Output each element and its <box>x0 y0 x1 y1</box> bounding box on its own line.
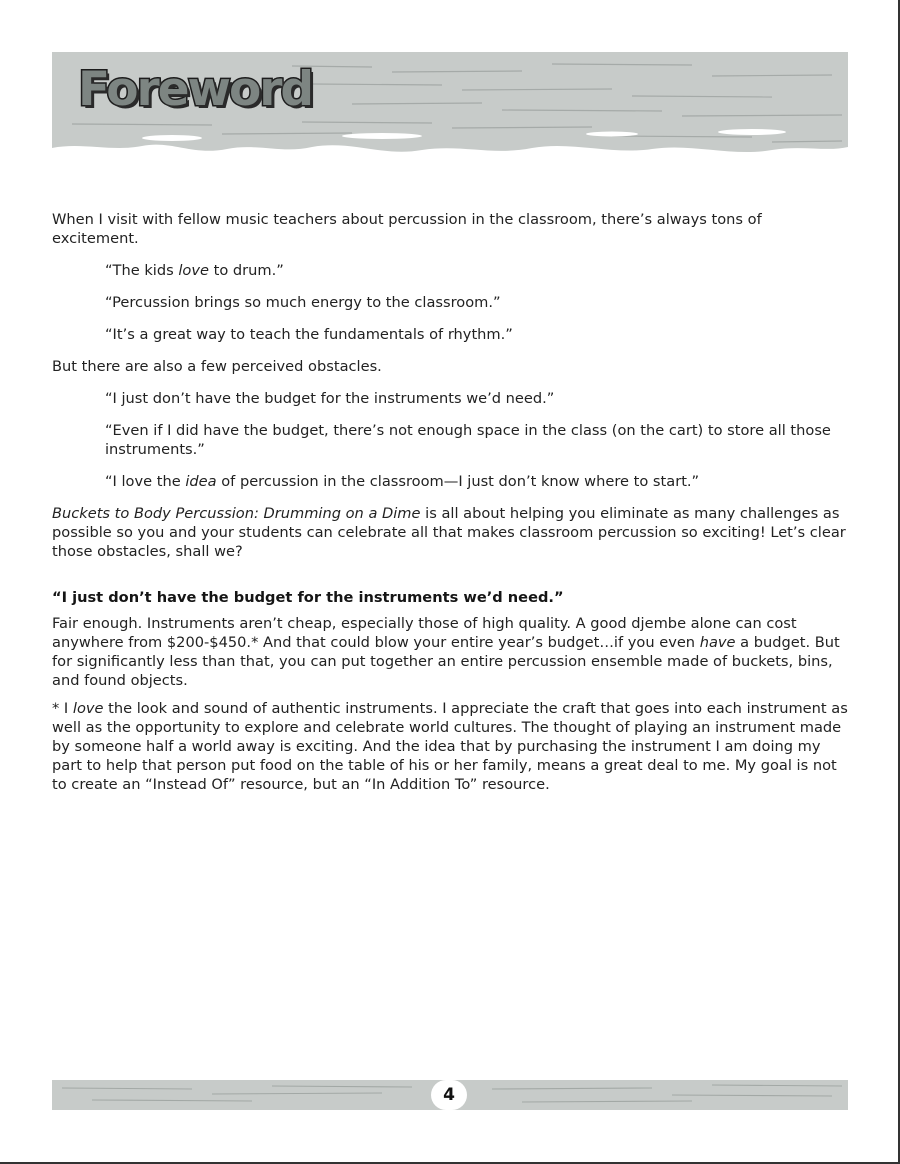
footnote: * I love the look and sound of authentic instruments. I appreciate the craft that goes into each instrument as well as the opportunity to explore and celebrate world cultures. The thought of playing an instrument made by someone half a world away is exciting. And the idea that by purchasing the instrument I am doing my part to help that person put food on the table of his or her family, means a great deal to me. My goal is not to create an “Instead Of” resource, but an “In Addition To” resource. <box>52 700 848 793</box>
quote-kids: “The kids love to drum.” <box>105 262 284 279</box>
budget-paragraph: Fair enough. Instruments aren’t cheap, especially those of high quality. A good djembe alone can cost anywhere from $200-$450.* And that could blow your entire year’s budget…if you even have a budget. But for significantly less than that, you can put together an entire percussion ensemble made of buckets, bins, and found objects. <box>52 615 840 689</box>
quote-idea: “I love the idea of percussion in the classroom—I just don’t know where to start.” <box>105 473 700 490</box>
obstacles-intro: But there are also a few perceived obstacles. <box>52 358 382 375</box>
quote-budget: “I just don’t have the budget for the instruments we’d need.” <box>105 390 555 407</box>
body-text <box>52 210 852 807</box>
quote-space: “Even if I did have the budget, there’s not enough space in the class (on the cart) to store all those instruments.” <box>105 422 831 458</box>
section-heading: “I just don’t have the budget for the instruments we’d need.” <box>52 589 564 606</box>
quote-energy: “Percussion brings so much energy to the classroom.” <box>105 294 501 311</box>
intro-paragraph: When I visit with fellow music teachers about percussion in the classroom, there’s always tons of excitement. <box>52 211 762 247</box>
book-title: Buckets to Body Percussion: Drumming on a Dime <box>52 505 421 522</box>
page-number: 4 <box>431 1080 467 1110</box>
book-description: Buckets to Body Percussion: Drumming on a Dime is all about helping you eliminate as many challenges as possible so you and your students can celebrate all that makes classroom percussion so exciting! Let’s clear those obstacles, shall we? <box>52 505 846 560</box>
page-title: Foreword <box>78 62 313 117</box>
quote-rhythm: “It’s a great way to teach the fundamentals of rhythm.” <box>105 326 513 343</box>
